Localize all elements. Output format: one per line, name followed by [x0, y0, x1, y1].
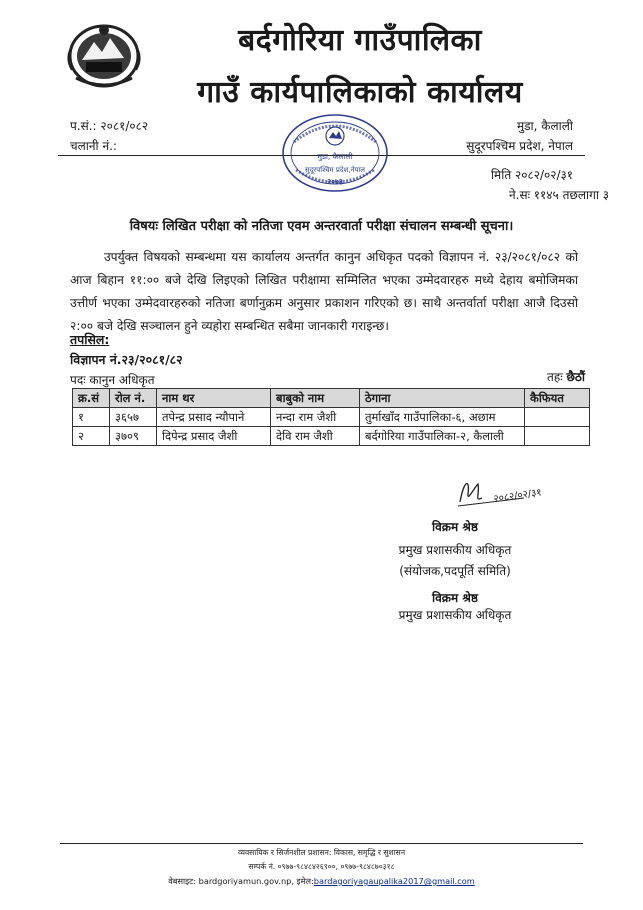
cell-roll: ३७०९: [110, 427, 157, 446]
notice-date: मिति २०८२/०२/३१: [490, 168, 573, 182]
signatory-name-1: विक्रम श्रेष्ठ: [432, 520, 478, 534]
cell-address: बर्दगोरिया गाउँपालिका-२, कैलाली: [360, 427, 525, 446]
dispatch-number: चलानी नं.:: [70, 139, 117, 153]
cell-serial: २: [73, 427, 110, 446]
results-table: [72, 388, 590, 446]
level-label: तहः: [547, 370, 563, 384]
footer-contact: [0, 876, 643, 887]
post-level: [547, 368, 585, 385]
signatory-title-1: प्रमुख प्रशासकीय अधिकृत: [398, 543, 512, 557]
nepal-emblem-icon: [64, 20, 144, 90]
footer-phone: सम्पर्क नं. ०९७७-९८४८४२६९००, ०९७७-९८४८७०३१८: [248, 862, 395, 871]
details-heading: तपसिल:: [70, 332, 110, 347]
cell-name: तपेन्द्र प्रसाद न्यौपाने: [157, 408, 271, 427]
cell-serial: १: [73, 408, 110, 427]
registration-number: ने.सः ११४५ तछलागा ३: [508, 188, 609, 202]
signature-icon: [454, 472, 543, 514]
signature-date: २०८२/०२/३१: [492, 487, 543, 505]
signatory-title-2: प्रमुख प्रशासकीय अधिकृत: [398, 608, 512, 622]
email-link[interactable]: bardagoriyagaupalika2017@gmail.com: [313, 876, 475, 886]
col-address: ठेगाना: [360, 389, 525, 408]
table-header-row: [73, 389, 590, 408]
col-serial: क्र.सं: [73, 389, 110, 408]
address-line2: सुदूरपश्चिम प्रदेश, नेपाल: [466, 139, 573, 153]
advertisement-number: विज्ञापन नं.२३/२०८१/८२: [70, 352, 183, 367]
cell-address: तुर्माखाँद गाउँपालिका-६, अछाम: [360, 408, 525, 427]
table-row: [73, 408, 590, 427]
col-name: नाम थर: [157, 389, 271, 408]
address-line1: मुडा, कैलाली: [516, 119, 573, 133]
level-value: छैठौं: [566, 370, 585, 384]
stamp-bottom-text: सुदूरपश्चिम प्रदेश,नेपाल: [304, 166, 366, 174]
website-link[interactable]: bardgoriyamun.gov.np,: [198, 876, 294, 886]
signatory-role-1: (संयोजक,पदपूर्ति समिति): [399, 564, 511, 578]
cell-roll: ३६५७: [110, 408, 157, 427]
stamp-middle-text: मुडा, कैलाली: [317, 152, 353, 161]
footer-divider: [60, 843, 583, 844]
notice-body: उपर्युक्त विषयको सम्बन्धमा यस कार्यालय अन्तर्गत कानुन अधिकृत पदको विज्ञापन नं. २३/२०८१/०८२ को आज बिहान ११:०० बजे देखि लिइएको लिखित परीक्षामा सम्मिलित भएका उम्मेदवारहरु मध्ये देहाय बमोजिमका उत्तीर्ण भएका उम्मेदवारहरुको नतिजा बर्णानुक्रम अनुसार प्रकाशन गरिएको छ। साथै अन्तर्वार्ता परीक्षा आजै दिउसो २:०० बजे देखि सञ्चालन हुने व्यहोरा सम्बन्धित सबैमा जानकारी गराइन्छ।: [70, 250, 578, 333]
website-label: वेबसाइट:: [168, 876, 197, 886]
cell-father-name: देवि राम जैशी: [271, 427, 360, 446]
col-roll: रोल नं.: [110, 389, 157, 408]
email-label: इमेल:: [296, 876, 314, 886]
col-father-name: बाबुको नाम: [271, 389, 360, 408]
office-title-line2: गाउँ कार्यपालिकाको कार्यालय: [197, 75, 523, 110]
cell-remarks: [525, 427, 590, 446]
notice-subject: विषयः लिखित परीक्षा को नतिजा एवम अन्तरवार्ता परीक्षा संचालन सम्बन्धी सूचना।: [129, 219, 514, 234]
table-row: [73, 427, 590, 446]
cell-name: दिपेन्द्र प्रसाद जैशी: [157, 427, 271, 446]
stamp-year: २०७३: [327, 177, 343, 186]
post-name: पदः कानुन अधिकृत: [70, 373, 155, 387]
office-title-line1: बर्दगोरिया गाउँपालिका: [238, 23, 482, 58]
cell-remarks: [525, 408, 590, 427]
cell-father-name: नन्दा राम जैशी: [271, 408, 360, 427]
reference-number: प.सं.: २०८१/०८२: [70, 119, 149, 133]
office-stamp-icon: [280, 112, 390, 194]
signatory-name-2: विक्रम श्रेष्ठ: [432, 591, 478, 605]
col-remarks: कैफियत: [525, 389, 590, 408]
footer-motto: व्यवसायिक र सिर्जनशील प्रशासन: विकास, समृद्धि र सुशासन: [237, 848, 406, 857]
